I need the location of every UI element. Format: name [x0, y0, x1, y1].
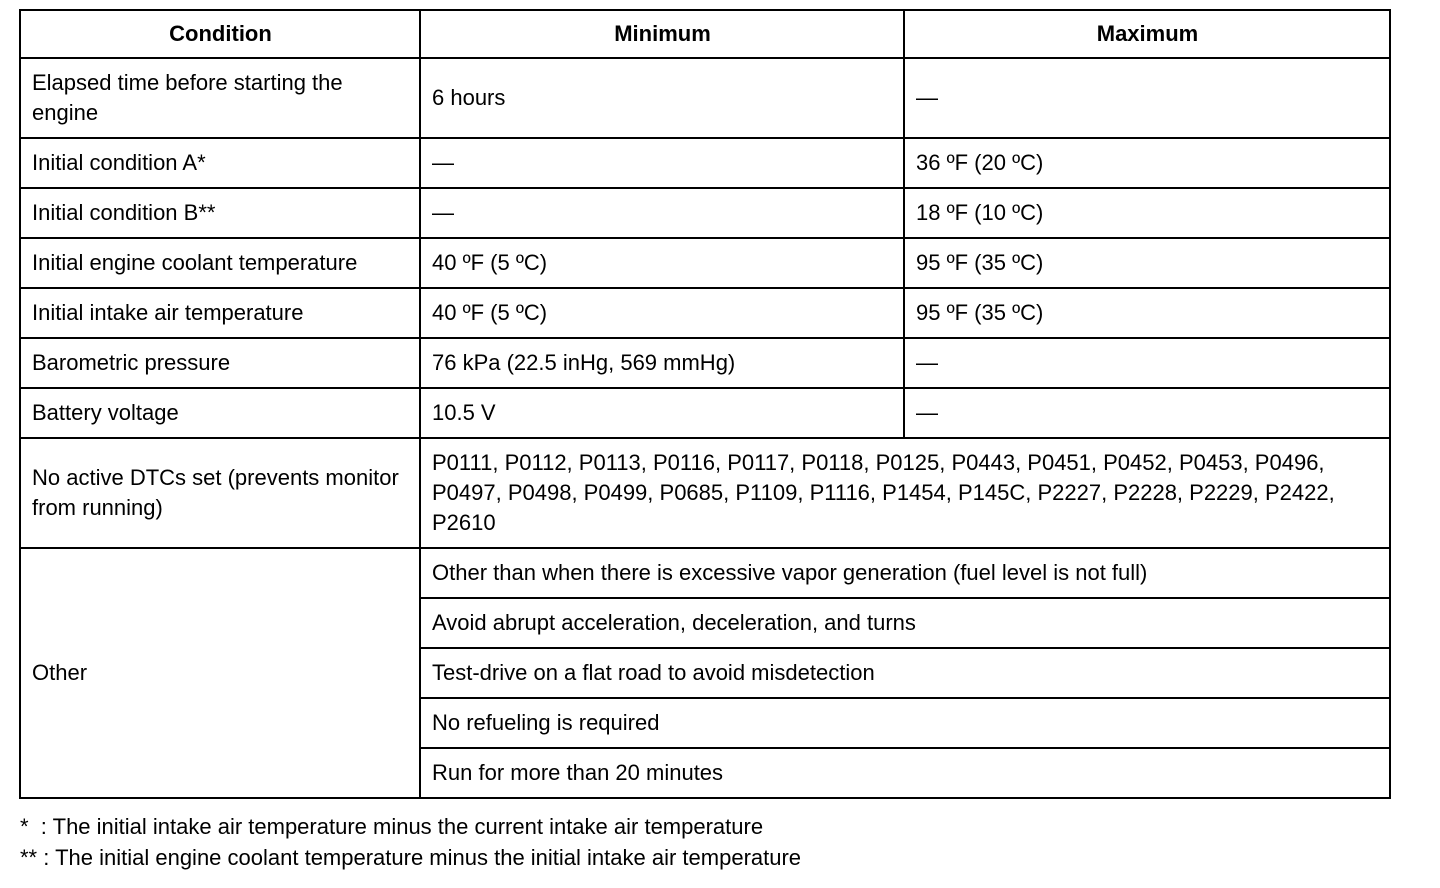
maximum-cell: 36 ºF (20 ºC) — [904, 138, 1390, 188]
maximum-cell: — — [904, 388, 1390, 438]
minimum-cell: — — [420, 188, 904, 238]
table-row — [20, 388, 1390, 438]
minimum-cell: 10.5 V — [420, 388, 904, 438]
condition-cell: Elapsed time before starting the engine — [20, 58, 420, 138]
header-minimum: Minimum — [420, 10, 904, 58]
header-condition: Condition — [20, 10, 420, 58]
table-row — [20, 138, 1390, 188]
condition-cell: No active DTCs set (prevents monitor from running) — [20, 438, 420, 548]
maximum-cell: — — [904, 58, 1390, 138]
condition-cell: Initial intake air temperature — [20, 288, 420, 338]
footnote — [20, 842, 801, 873]
other-item-cell: Test-drive on a flat road to avoid misdetection — [420, 648, 1390, 698]
condition-cell: Battery voltage — [20, 388, 420, 438]
dtc-row — [20, 438, 1390, 548]
minimum-cell: 76 kPa (22.5 inHg, 569 mmHg) — [420, 338, 904, 388]
maximum-cell: 95 ºF (35 ºC) — [904, 288, 1390, 338]
table-row — [20, 338, 1390, 388]
table-header-row — [20, 10, 1390, 58]
other-item-cell: Other than when there is excessive vapor generation (fuel level is not full) — [420, 548, 1390, 598]
table-row — [20, 188, 1390, 238]
footnote-mark: * — [20, 814, 41, 839]
other-item-cell: Avoid abrupt acceleration, deceleration, and turns — [420, 598, 1390, 648]
minimum-cell: 6 hours — [420, 58, 904, 138]
maximum-cell: — — [904, 338, 1390, 388]
table-row — [20, 288, 1390, 338]
header-maximum: Maximum — [904, 10, 1390, 58]
condition-cell: Initial condition A* — [20, 138, 420, 188]
condition-cell: Initial condition B** — [20, 188, 420, 238]
table-row — [20, 58, 1390, 138]
condition-cell: Barometric pressure — [20, 338, 420, 388]
maximum-cell: 18 ºF (10 ºC) — [904, 188, 1390, 238]
footnotes — [20, 811, 801, 873]
footnote-mark: ** — [20, 845, 44, 870]
minimum-cell: 40 ºF (5 ºC) — [420, 288, 904, 338]
condition-table — [19, 9, 1391, 799]
maximum-cell: 95 ºF (35 ºC) — [904, 238, 1390, 288]
minimum-cell: 40 ºF (5 ºC) — [420, 238, 904, 288]
footnote — [20, 811, 801, 842]
table-row — [20, 238, 1390, 288]
other-item-cell: Run for more than 20 minutes — [420, 748, 1390, 798]
condition-cell: Other — [20, 548, 420, 798]
condition-cell: Initial engine coolant temperature — [20, 238, 420, 288]
minimum-cell: — — [420, 138, 904, 188]
other-row — [20, 548, 1390, 598]
other-item-cell: No refueling is required — [420, 698, 1390, 748]
footnote-text: : The initial intake air temperature minus the current intake air temperature — [40, 814, 764, 839]
dtc-list-cell: P0111, P0112, P0113, P0116, P0117, P0118, P0125, P0443, P0451, P0452, P0453, P0496, P0497, P0498, P0499, P0685, P1109, P1116, P1454, P145C, P2227, P2228, P2229, P2422, P2610 — [420, 438, 1390, 548]
footnote-text: : The initial engine coolant temperature minus the initial intake air temperature — [43, 845, 802, 870]
